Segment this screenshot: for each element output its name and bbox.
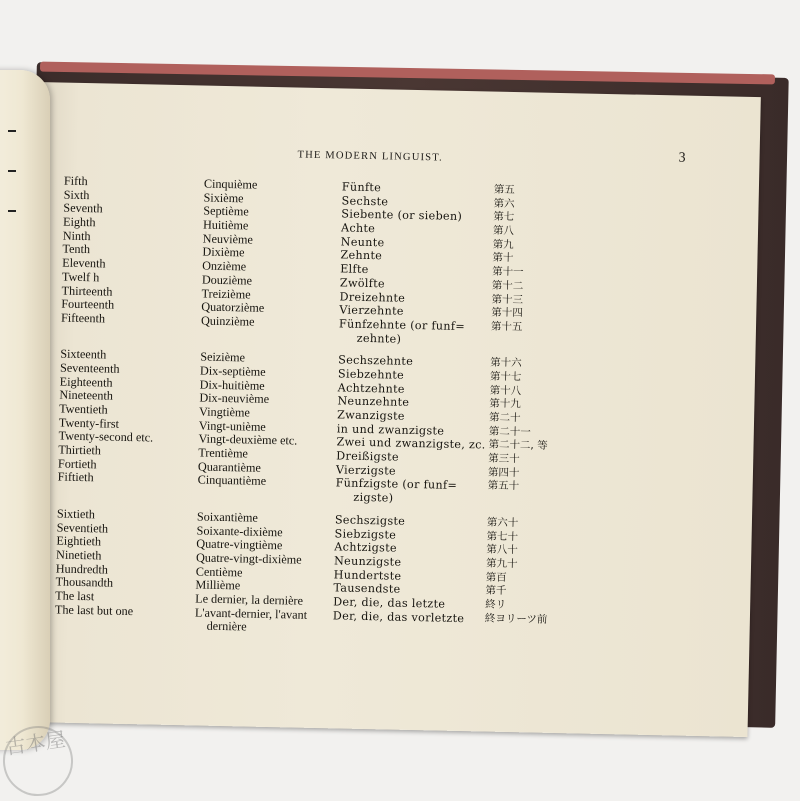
japanese-cell: 第十三 [491,293,523,307]
german-cell: Vierzigste [336,463,396,478]
watermark-seal: 古本屋 [0,721,78,800]
english-cell: The last [55,589,94,604]
german-cell: Elfte [340,263,369,277]
japanese-cell: 第千 [485,585,506,599]
japanese-cell: 第二十二, 等 [488,439,547,454]
table-row [61,311,62,338]
table-row [55,603,56,630]
english-cell: Fifteenth [61,311,105,326]
french-cell: Quatorzième [201,301,264,316]
german-cell: Der, die, das vorletzte [333,609,465,625]
french-cell: Onzième [202,260,246,275]
page-number: 3 [678,150,685,166]
left-page-mark [8,210,16,212]
japanese-cell: 第十七 [490,371,522,385]
french-cell: Cinquième [204,178,258,193]
left-page [0,70,50,750]
german-cell: Siebente (or sieben) [341,208,462,224]
vocabulary-table [55,175,65,631]
english-cell: Fortieth [58,457,97,472]
english-cell: Eightieth [56,535,101,550]
french-cell: Huitième [203,219,249,234]
french-cell: Vingtième [199,406,250,421]
german-cell: Neunte [341,235,385,250]
english-cell: Sixtieth [57,507,95,521]
english-cell: Hundredth [56,562,108,577]
japanese-cell: 第七 [493,211,514,225]
japanese-cell: 第百 [486,571,507,585]
french-cell: Quatre-vingt-dixième [196,551,302,567]
japanese-cell: 第十五 [491,320,523,334]
german-cell: Der, die, das letzte [333,595,445,611]
english-cell: Sixth [63,188,89,202]
french-cell: Douzième [202,273,252,288]
english-cell: Twentieth [59,403,108,418]
french-cell: L'avant-dernier, l'avant [195,606,307,622]
japanese-cell: 第三十 [488,453,520,467]
french-cell: Vingt-deuxième etc. [198,433,297,449]
french-cell: Quinzième [201,314,255,329]
japanese-cell: 第十九 [489,398,521,412]
french-cell: Cinquantième [198,474,267,489]
german-cell: Fünfzigste (or funf= [336,477,458,493]
french-cell: Treizième [201,287,250,302]
english-cell: Thousandth [55,576,113,591]
french-cell: Dix-huitième [200,378,265,393]
german-cell: Dreißigste [336,449,399,464]
french-cell: Soixantième [197,510,258,525]
german-cell: Achtzigste [334,541,397,556]
german-cell: Fünfte [342,180,382,195]
french-cell: Sixième [203,191,243,206]
english-cell: Thirteenth [61,284,112,299]
german-cell: in und zwanzigste [337,422,445,438]
english-cell: Thirtieth [58,444,101,459]
japanese-cell: 第九 [493,238,514,252]
english-cell: Twenty-first [59,416,119,431]
english-cell: Tenth [62,243,90,257]
french-cell: Seizième [200,351,245,366]
japanese-cell: 第六十 [487,516,519,530]
japanese-cell: 終リ [485,598,506,612]
english-cell: Twenty-second etc. [58,430,153,446]
german-cell: Zwölfte [340,276,385,291]
german-cell: Neunzigste [334,554,402,569]
french-cell: Septième [203,205,249,220]
japanese-cell: 第二十 [489,412,521,426]
japanese-cell: 第五十 [487,480,519,494]
japanese-cell: 第十二 [492,279,524,293]
english-cell: Fiftieth [58,471,94,485]
french-cell: Quatre-vingtième [196,538,282,554]
japanese-cell: 第十四 [491,307,523,321]
french-cell: Centième [196,565,243,580]
english-cell: Eighth [63,216,96,230]
japanese-cell: 第十一 [492,266,524,280]
german-cell: Fünfzehnte (or funf= [339,317,465,333]
english-cell: Seventieth [57,521,109,536]
french-cell: Dix-septième [200,364,266,379]
english-cell: Fifth [64,175,88,189]
english-cell: Eleventh [62,257,106,272]
japanese-cell: 第九十 [486,557,518,571]
german-cell-continued: zehnte) [357,331,402,346]
german-cell: Vierzehnte [339,304,404,319]
german-cell-continued: zigste) [353,491,393,506]
english-cell: Twelf h [62,270,100,284]
english-cell: Ninetieth [56,548,102,563]
german-cell: Zehnte [340,249,382,264]
english-cell: Seventh [63,202,103,217]
japanese-cell: 第八十 [486,544,518,558]
left-page-mark [8,170,16,172]
english-cell: Ninth [63,229,91,243]
german-cell: Sechste [341,194,388,209]
german-cell: Zwanzigste [337,408,405,423]
japanese-cell: 第五 [494,184,515,198]
german-cell: Achte [341,221,375,235]
english-cell: Eighteenth [60,375,113,390]
japanese-cell: 第四十 [488,466,520,480]
german-cell: Sechszigste [335,513,406,528]
english-cell: The last but one [55,603,133,618]
french-cell: Dixième [202,246,244,261]
french-cell-continued: dernière [206,620,246,635]
table-row [57,471,58,498]
german-cell: Dreizehnte [339,290,405,305]
left-page-mark [8,130,16,132]
french-cell: Le dernier, la dernière [195,592,303,608]
french-cell: Dix-neuvième [199,392,269,407]
german-cell: Zwei und zwanzigste, zc. [336,436,485,453]
german-cell: Hundertste [334,568,402,583]
japanese-cell: 第十八 [489,384,521,398]
german-cell: Siebzigste [334,527,396,542]
french-cell: Soixante-dixième [196,524,282,540]
japanese-cell: 第八 [493,225,514,239]
german-cell: Neunzehnte [337,395,409,410]
german-cell: Tausendste [333,582,400,597]
german-cell: Siebzehnte [338,367,404,382]
french-cell: Quarantième [198,460,261,475]
japanese-cell: 第十 [492,252,513,266]
german-cell: Sechszehnte [338,354,413,369]
japanese-cell: 第七十 [486,530,518,544]
english-cell: Sixteenth [60,348,106,363]
french-cell: Neuvième [203,232,253,247]
german-cell: Achtzehnte [338,381,405,396]
right-page [23,82,761,737]
english-cell: Seventeenth [60,362,120,377]
japanese-cell: 終ヨリーツ前 [485,612,548,627]
french-cell: Vingt-unième [199,419,266,434]
japanese-cell: 第二十一 [489,425,531,440]
english-cell: Fourteenth [61,298,114,313]
japanese-cell: 第十六 [490,357,522,371]
french-cell: Trentième [198,447,248,462]
running-head: THE MODERN LINGUIST. [297,149,443,163]
french-cell: Millième [195,579,240,594]
english-cell: Nineteenth [59,389,113,404]
japanese-cell: 第六 [493,197,514,211]
